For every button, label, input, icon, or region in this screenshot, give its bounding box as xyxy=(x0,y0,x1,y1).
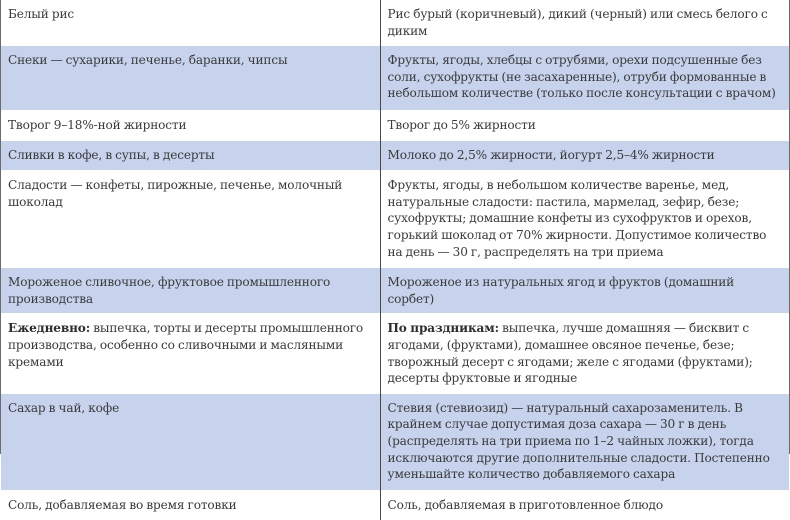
cell-replace xyxy=(380,314,789,393)
cell-replace: Творог до 5% жирности xyxy=(380,111,789,141)
table-row xyxy=(1,141,789,171)
cell-replace: Рис бурый (коричневый), дикий (черный) или смесь белого с диким xyxy=(380,0,789,46)
table-row xyxy=(1,393,789,490)
cell-text: выпечка, торты и десерты промышленного производства, особенно со сливочными и масляными кремами xyxy=(8,321,364,369)
bold-label-daily: Ежедневно: xyxy=(8,321,91,336)
cell-replace: Фрукты, ягоды, в небольшом количестве варенье, мед, натуральные сладости: пастила, мармелад, зефир, безе; сухофрукты; домашние конфеты из сухофруктов и орехов, горький шоколад от 70% жирности. Допустимое количество на день — 30 г, распределять на три приема xyxy=(380,171,789,268)
cell-replace: Фрукты, ягоды, хлебцы с отрубями, орехи подсушенные без соли, сухофрукты (не засахаренные), отруби формованные в небольшом количестве (только после консультации с врачом) xyxy=(380,46,789,111)
table-row xyxy=(1,111,789,141)
cell-replace: Мороженое из натуральных ягод и фруктов (домашний сорбет) xyxy=(380,268,789,314)
bold-label-holidays: По праздникам: xyxy=(387,321,499,336)
cell-avoid: Мороженое сливочное, фруктовое промышленного производства xyxy=(1,268,380,314)
cell-replace: Стевия (стевиозид) — натуральный сахарозаменитель. В крайнем случае допустимая доза сахара — 30 г в день (распределять на три приема по 1–2 чайных ложки), тогда исключаются другие дополнительные сладости. Постепенно уменьшайте количество добавляемого сахара xyxy=(380,393,789,490)
cell-avoid: Творог 9–18%-ной жирности xyxy=(1,111,380,141)
cell-replace: Соль, добавляемая в приготовленное блюдо xyxy=(380,490,789,520)
table-row xyxy=(1,268,789,314)
cell-replace: Молоко до 2,5% жирности, йогурт 2,5–4% жирности xyxy=(380,141,789,171)
cell-avoid: Соль, добавляемая во время готовки xyxy=(1,490,380,520)
cell-avoid: Сладости — конфеты, пирожные, печенье, молочный шоколад xyxy=(1,171,380,268)
cell-avoid: Сливки в кофе, в супы, в десерты xyxy=(1,141,380,171)
table-row xyxy=(1,46,789,111)
table-row xyxy=(1,0,789,46)
cell-avoid: Снеки — сухарики, печенье, баранки, чипсы xyxy=(1,46,380,111)
table-row xyxy=(1,314,789,393)
cell-avoid: Белый рис xyxy=(1,0,380,46)
cell-text: выпечка, лучше домашняя — бисквит с ягодами, (фруктами), домашнее овсяное печенье, безе; творожный десерт с ягодами; желе с ягодами (фруктами); десерты фруктовые и ягодные xyxy=(387,321,753,386)
table-row xyxy=(1,171,789,268)
cell-avoid: Сахар в чай, кофе xyxy=(1,393,380,490)
comparison-table xyxy=(1,0,789,520)
table-row xyxy=(1,490,789,520)
cell-avoid xyxy=(1,314,380,393)
